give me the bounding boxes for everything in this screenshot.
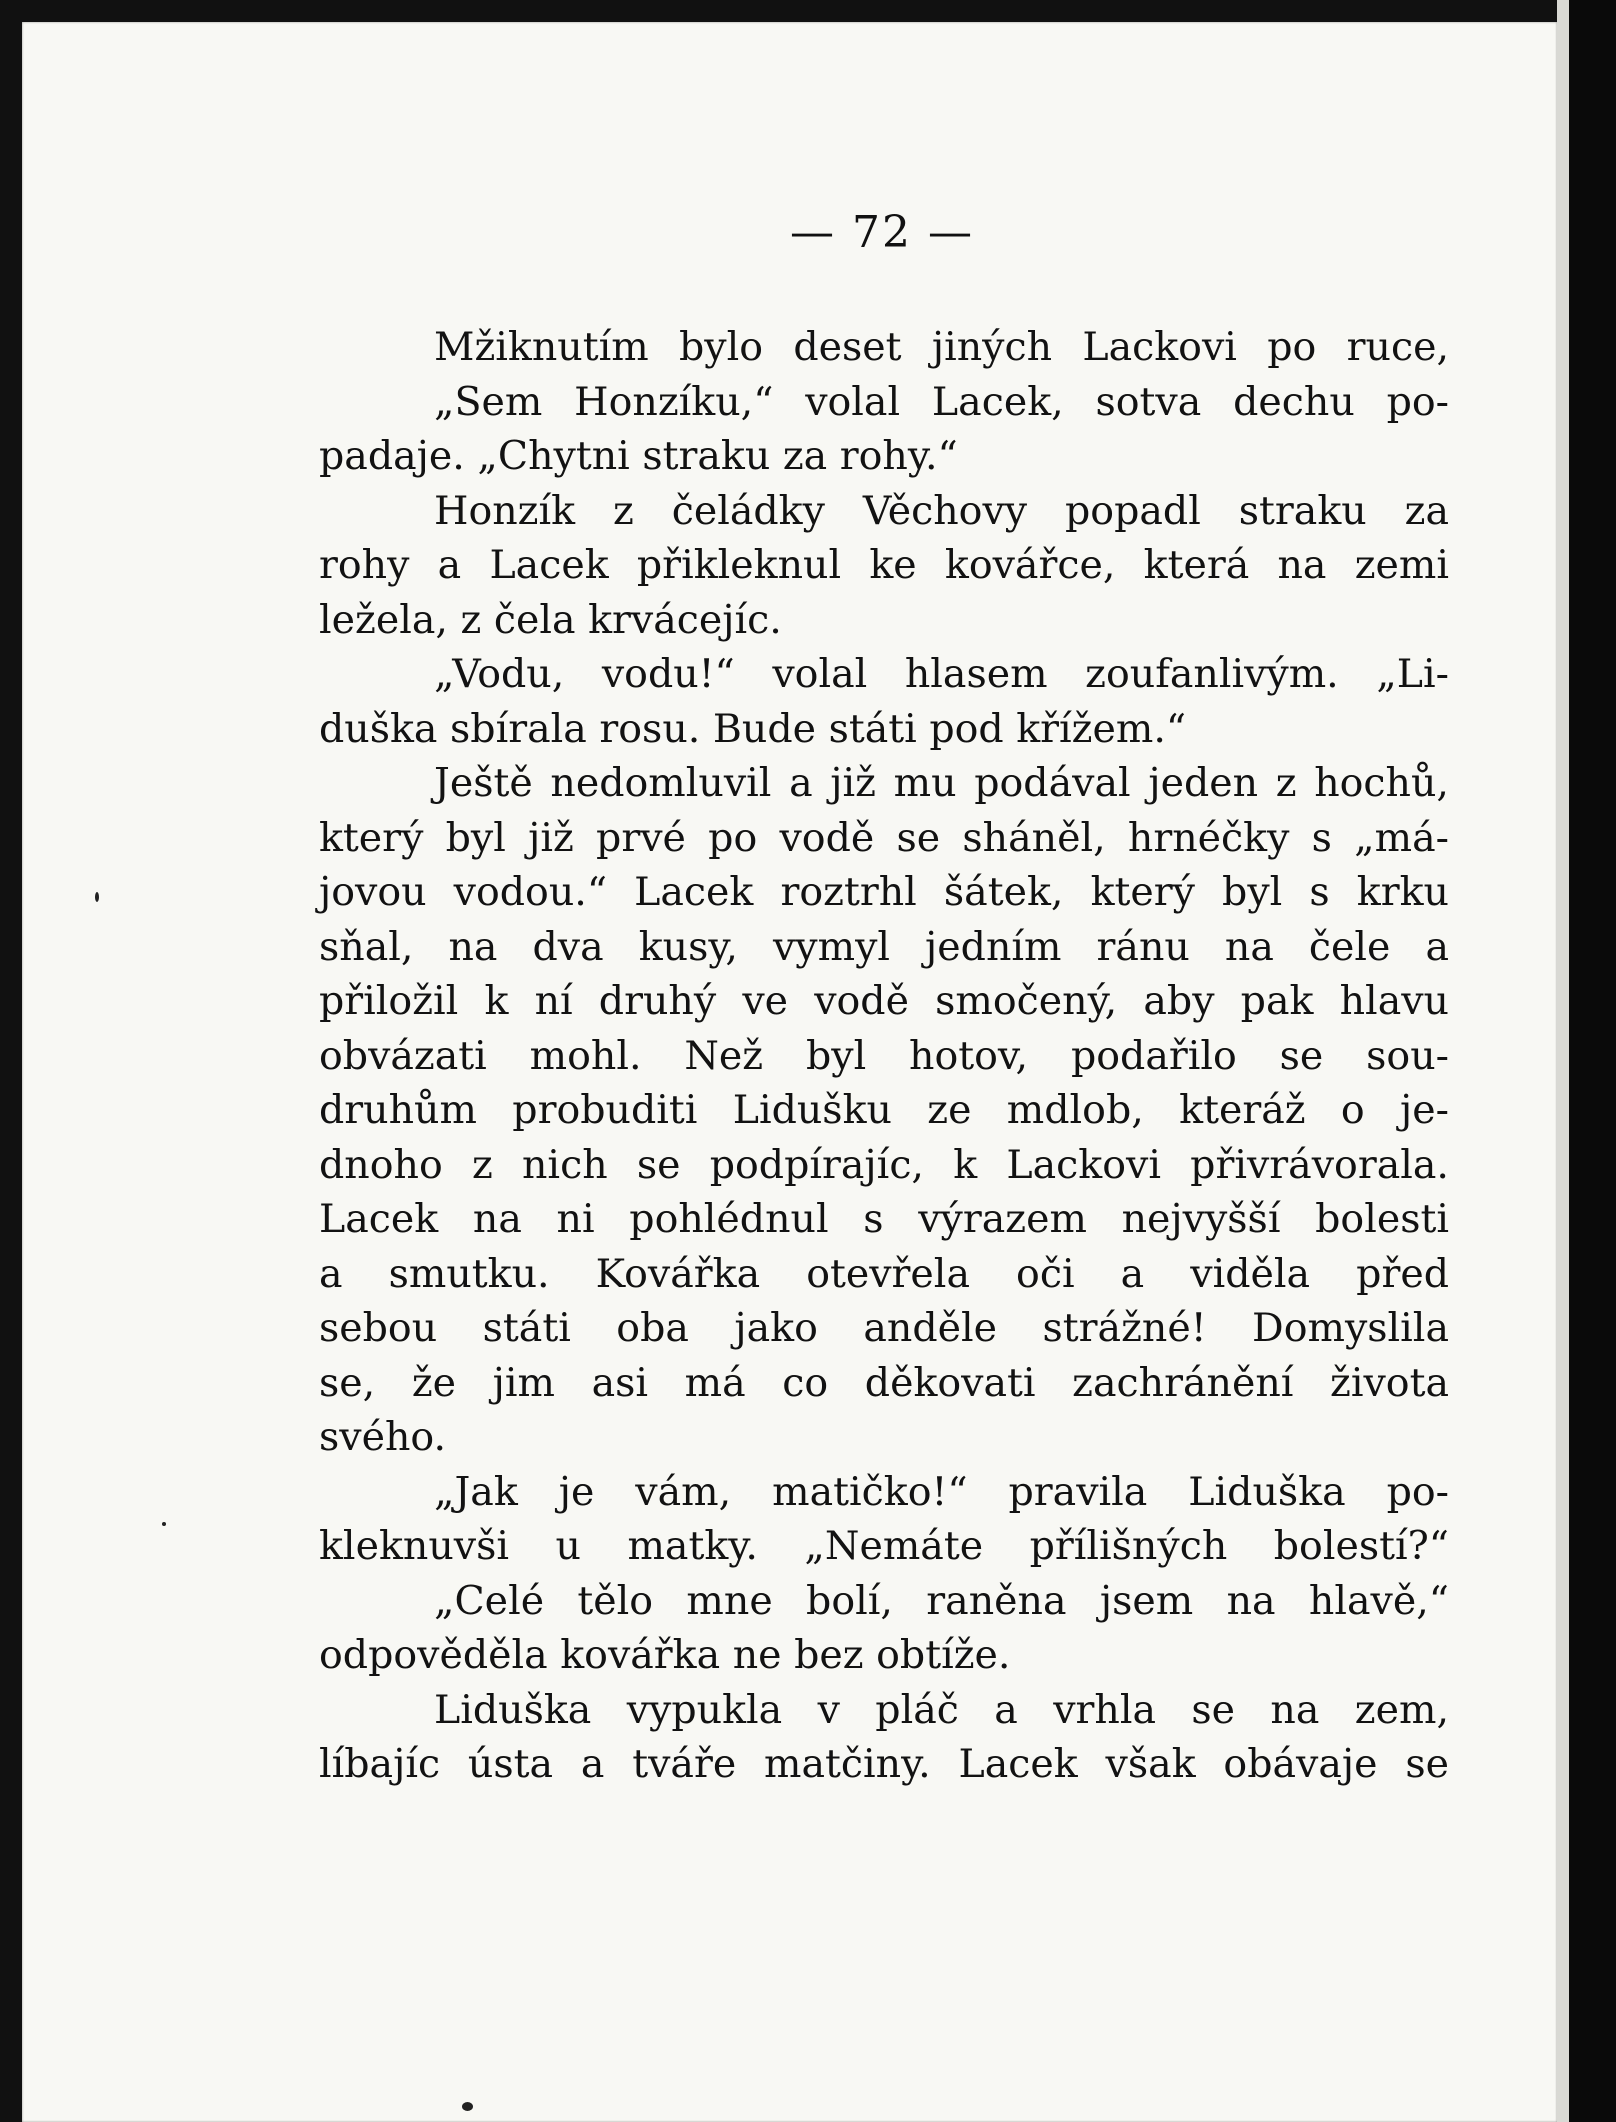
text-line: „Jak je vám, matičko!“ pravila Liduška po- [434,1468,1449,1515]
text-line: sňal, na dva kusy, vymyl jedním ránu na čele a [319,923,1449,970]
text-line: a smutku. Kovářka otevřela oči a viděla před [319,1250,1449,1297]
text-line: Honzík z čeládky Věchovy popadl straku za [434,487,1449,534]
text-line: svého. [319,1414,447,1460]
text-line: kleknuvši u matky. „Nemáte přílišných bolestí?“ [319,1523,1449,1569]
text-line: se, že jim asi má co děkovati zachránění života [319,1359,1449,1406]
ink-speck [95,892,99,902]
text-line: „Celé tělo mne bolí, raněna jsem na hlavě,“ [434,1577,1449,1624]
text-line: duška sbírala rosu. Bude státi pod křížem.“ [319,705,1187,752]
text-line: ležela, z čela krvácejíc. [319,596,782,643]
page-number: — 72 — [790,207,974,258]
book-page [22,22,1557,2122]
text-line: rohy a Lacek přikleknul ke kovářce, která na zemi [319,542,1449,588]
ink-speck [162,1522,166,1526]
text-line: obvázati mohl. Než byl hotov, podařilo se sou- [319,1032,1449,1079]
page-edge-shadow [1569,0,1616,2122]
text-line: odpověděla kovářka ne bez obtíže. [319,1632,1011,1678]
ink-speck [462,2102,473,2111]
text-line: druhům probuditi Lidušku ze mdlob, kteráž o je- [319,1087,1449,1133]
text-line: „Vodu, vodu!“ volal hlasem zoufanlivým. „Li- [434,651,1449,697]
text-line: Lacek na ni pohlédnul s výrazem nejvyšší bolesti [319,1196,1449,1242]
text-line: Liduška vypukla v pláč a vrhla se na zem, [434,1686,1449,1733]
text-line: přiložil k ní druhý ve vodě smočený, aby pak hlavu [319,978,1449,1024]
text-line: padaje. „Chytni straku za rohy.“ [319,433,958,479]
page-spine [1557,0,1569,2122]
text-line: sebou státi oba jako anděle strážné! Domyslila [319,1305,1449,1351]
text-line: líbajíc ústa a tváře matčiny. Lacek však obávaje se [319,1741,1449,1787]
text-line: „Sem Honzíku,“ volal Lacek, sotva dechu po- [434,378,1449,425]
text-line: Ještě nedomluvil a již mu podával jeden z hochů, [434,760,1449,806]
text-line: Mžiknutím bylo deset jiných Lackovi po ruce, [434,324,1449,370]
body-text [319,320,1449,1792]
text-line: dnoho z nich se podpírajíc, k Lackovi přivrávorala. [319,1141,1449,1188]
text-line: jovou vodou.“ Lacek roztrhl šátek, který byl s krku [319,869,1449,915]
text-line: který byl již prvé po vodě se sháněl, hrnéčky s „má- [319,814,1449,861]
